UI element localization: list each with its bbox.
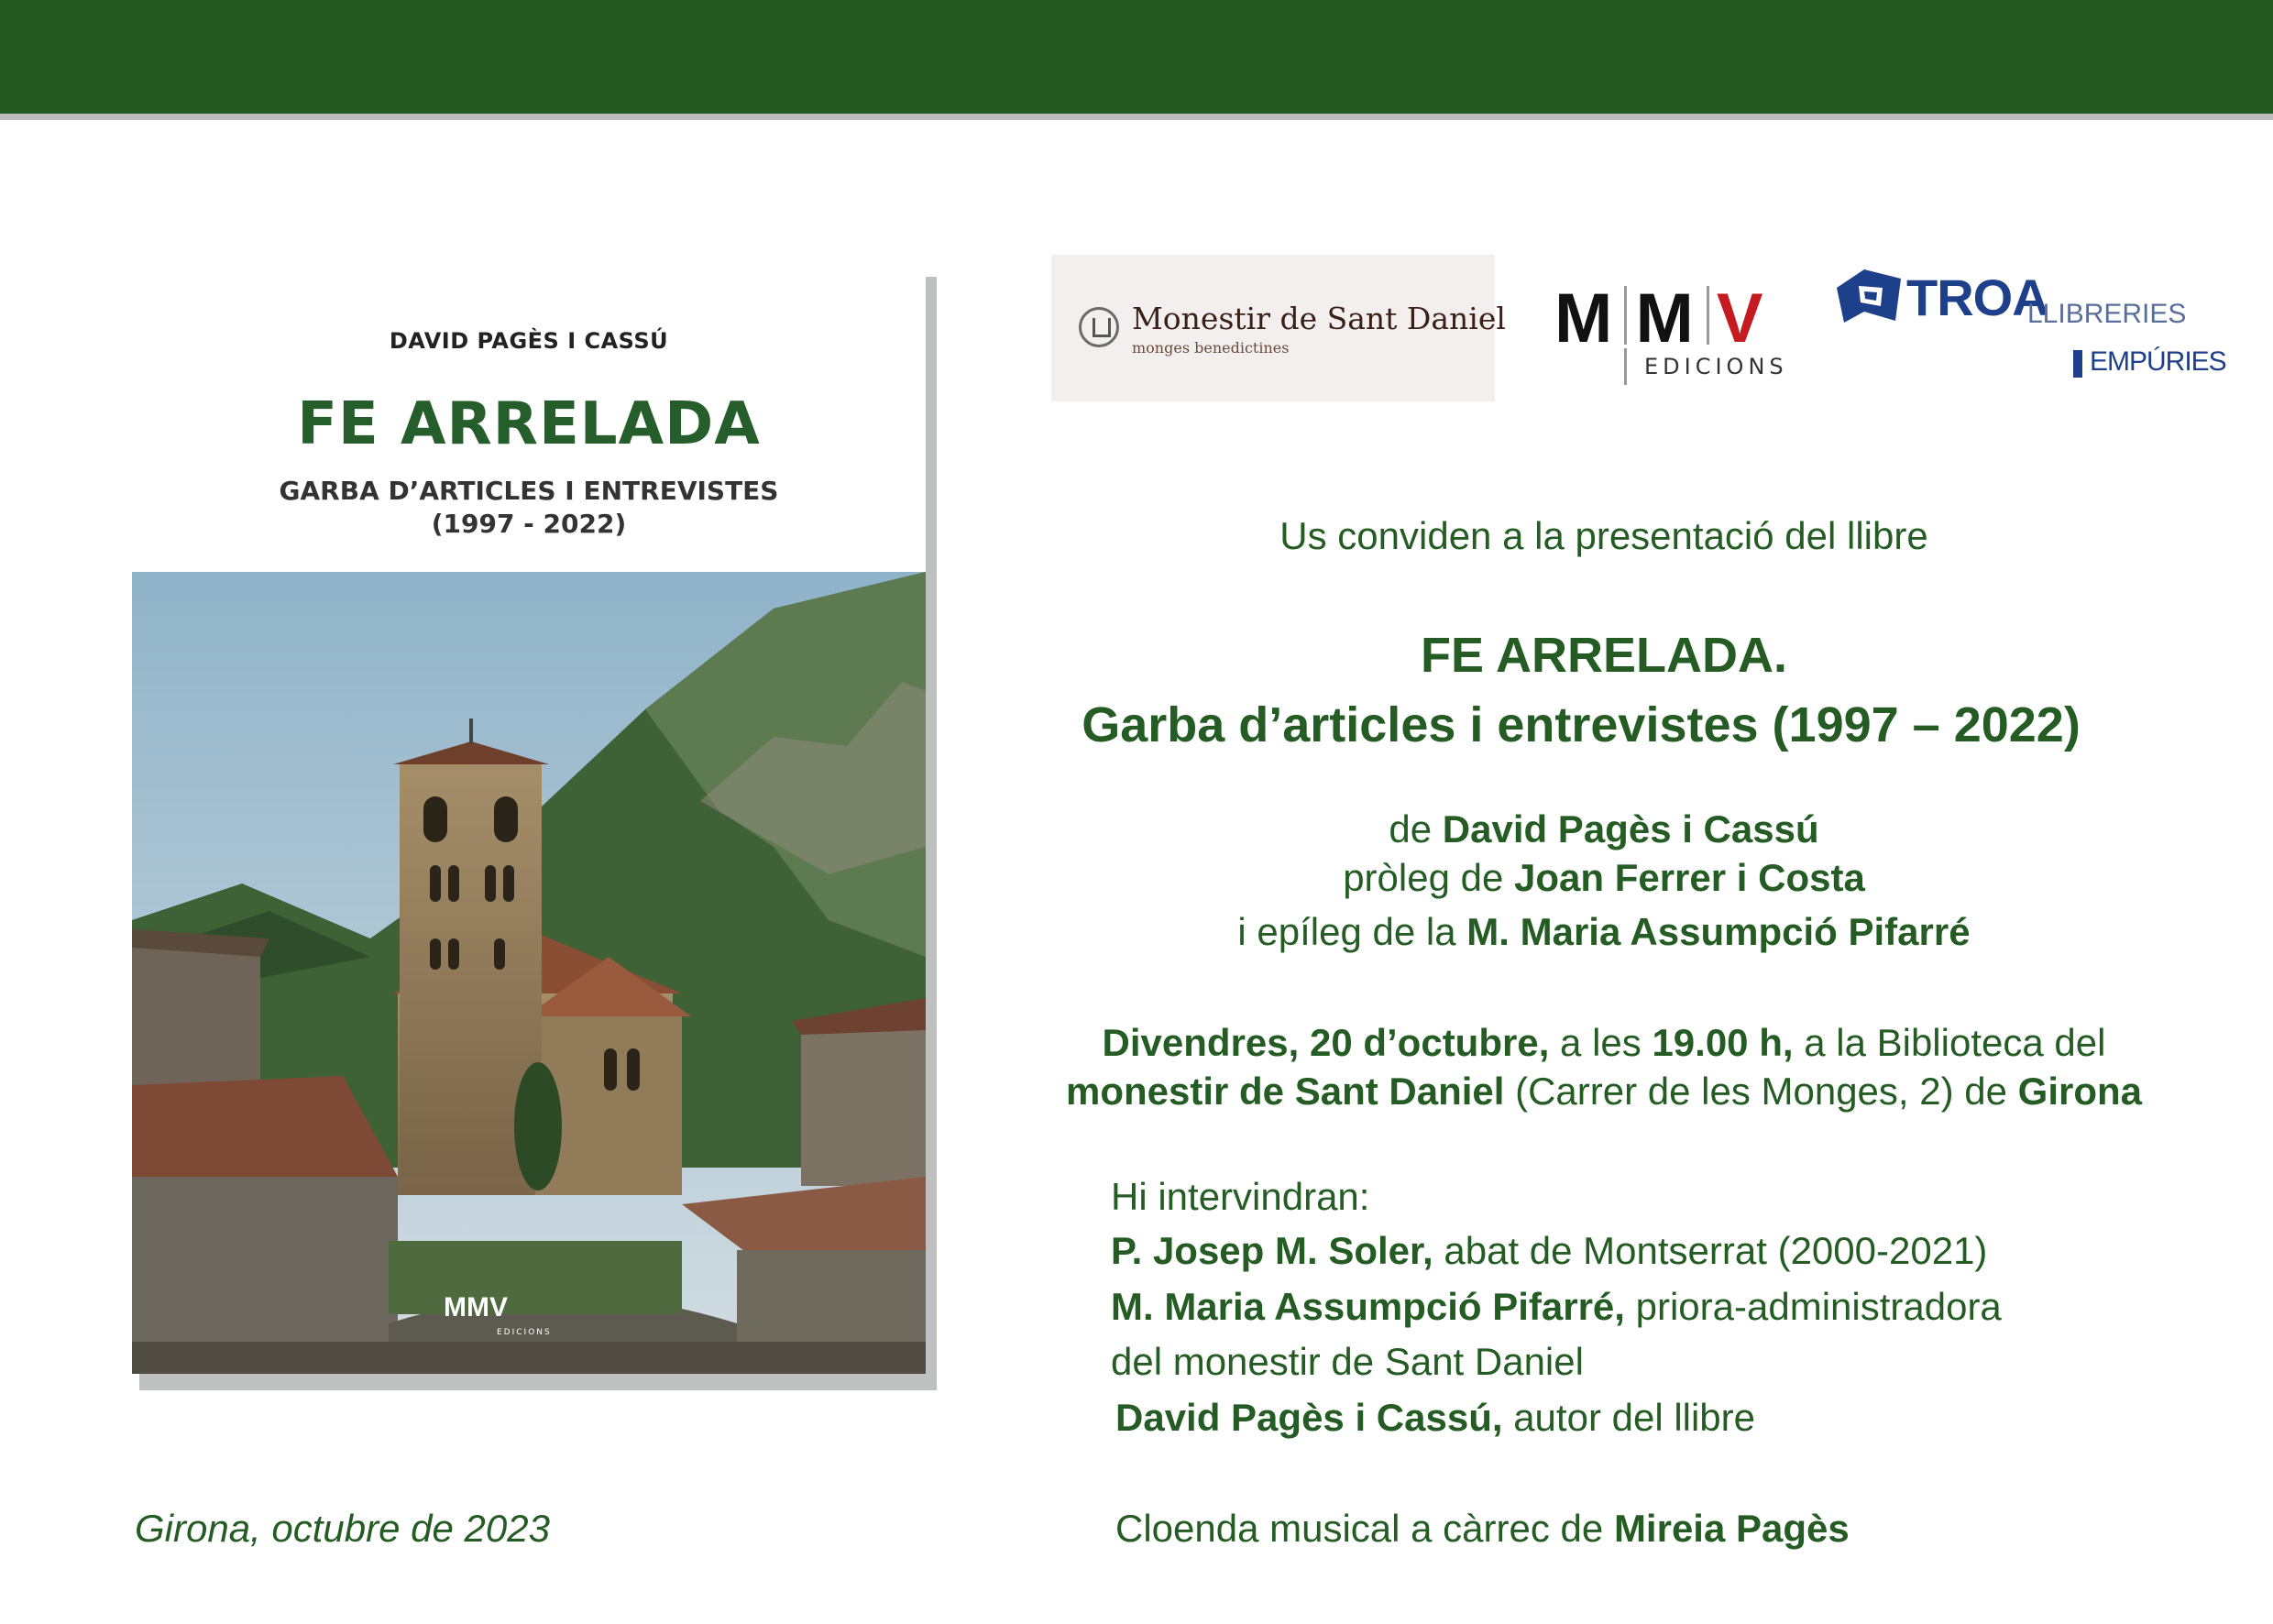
cover-publisher-sub: EDICIONS xyxy=(497,1328,552,1337)
closing-line xyxy=(1115,1506,1850,1552)
event-place-prefix: a la Biblioteca del xyxy=(1793,1021,2106,1064)
event-place: monestir de Sant Daniel xyxy=(1065,1070,1505,1113)
troa-mark-icon xyxy=(1837,269,1903,324)
speaker-item xyxy=(1111,1339,1584,1385)
mmv-divider xyxy=(1624,348,1627,385)
speaker-item xyxy=(1111,1228,1987,1274)
speaker-role: del monestir de Sant Daniel xyxy=(1111,1340,1584,1383)
cover-author: DAVID PAGÈS I CASSÚ xyxy=(389,328,669,354)
event-time: 19.00 h, xyxy=(1652,1021,1794,1064)
cover-title: FE ARRELADA xyxy=(297,390,761,458)
place-date: Girona, octubre de 2023 xyxy=(135,1507,550,1550)
speaker-item xyxy=(1115,1395,1755,1441)
speaker-item xyxy=(1111,1284,2002,1330)
monestir-seal-icon xyxy=(1079,307,1119,347)
speaker-role: autor del llibre xyxy=(1502,1396,1756,1439)
event-date-mid: a les xyxy=(1549,1021,1653,1064)
empuries-bar xyxy=(2073,350,2082,378)
mmv-letter-2: M xyxy=(1635,280,1696,357)
author-line xyxy=(1054,807,2154,852)
troa-llibreries: LLIBRERIES xyxy=(2027,299,2187,329)
prologue-name: Joan Ferrer i Costa xyxy=(1514,856,1865,899)
event-date-line xyxy=(1054,1020,2154,1066)
mmv-divider xyxy=(1707,286,1709,345)
author-name: David Pagès i Cassú xyxy=(1442,807,1819,850)
epilogue-name: M. Maria Assumpció Pifarré xyxy=(1466,910,1971,953)
speaker-name: David Pagès i Cassú, xyxy=(1115,1396,1503,1439)
troa-empuries: EMPÚRIES xyxy=(2090,346,2226,377)
prologue-prefix: pròleg de xyxy=(1343,856,1514,899)
invitation-intro: Us conviden a la presentació del llibre xyxy=(1279,514,1928,557)
event-place-line xyxy=(917,1069,2273,1114)
mmv-logo xyxy=(1549,275,1787,394)
speaker-name: M. Maria Assumpció Pifarré, xyxy=(1111,1285,1625,1328)
mmv-letter-1: M xyxy=(1554,280,1615,357)
closing-name: Mireia Pagès xyxy=(1613,1507,1850,1550)
author-prefix: de xyxy=(1389,807,1443,850)
epilogue-line xyxy=(1054,909,2154,955)
monestir-logo xyxy=(1051,255,1506,401)
prologue-line xyxy=(1054,855,2154,901)
speakers-heading: Hi intervindran: xyxy=(1111,1175,1370,1218)
speaker-name: P. Josep M. Soler, xyxy=(1111,1229,1433,1272)
cover-publisher-mark: MMV xyxy=(444,1292,508,1322)
mmv-letters xyxy=(1554,279,1765,358)
event-city: Girona xyxy=(2017,1070,2143,1113)
epilogue-prefix: i epíleg de la xyxy=(1237,910,1467,953)
event-date: Divendres, 20 d’octubre, xyxy=(1102,1021,1550,1064)
cover-subtitle-line1: GARBA D’ARTICLES I ENTREVISTES xyxy=(279,476,779,506)
book-cover xyxy=(132,269,926,1374)
cover-subtitle xyxy=(132,475,926,541)
mmv-edicions: EDICIONS xyxy=(1644,354,1788,379)
book-subtitle: Garba d’articles i entrevistes (1997 – 2022) xyxy=(1082,697,2081,752)
top-banner xyxy=(0,0,2273,114)
speaker-role: priora-administradora xyxy=(1624,1285,2002,1328)
banner-divider xyxy=(0,114,2273,120)
monestir-subtitle: monges benedictines xyxy=(1132,339,1290,357)
troa-logo xyxy=(1833,262,2226,390)
mmv-letter-3: V xyxy=(1716,280,1765,357)
speaker-role: abat de Montserrat (2000-2021) xyxy=(1433,1229,1988,1272)
mmv-divider xyxy=(1624,286,1627,345)
book-title: FE ARRELADA. xyxy=(1421,628,1787,683)
cover-photo-monastery xyxy=(132,572,926,1374)
monestir-name: Monestir de Sant Daniel xyxy=(1132,301,1506,336)
closing-prefix: Cloenda musical a càrrec de xyxy=(1115,1507,1614,1550)
event-address: (Carrer de les Monges, 2) de xyxy=(1504,1070,2018,1113)
troa-name: TROA xyxy=(1906,269,2048,326)
cover-subtitle-line2: (1997 - 2022) xyxy=(431,509,627,539)
